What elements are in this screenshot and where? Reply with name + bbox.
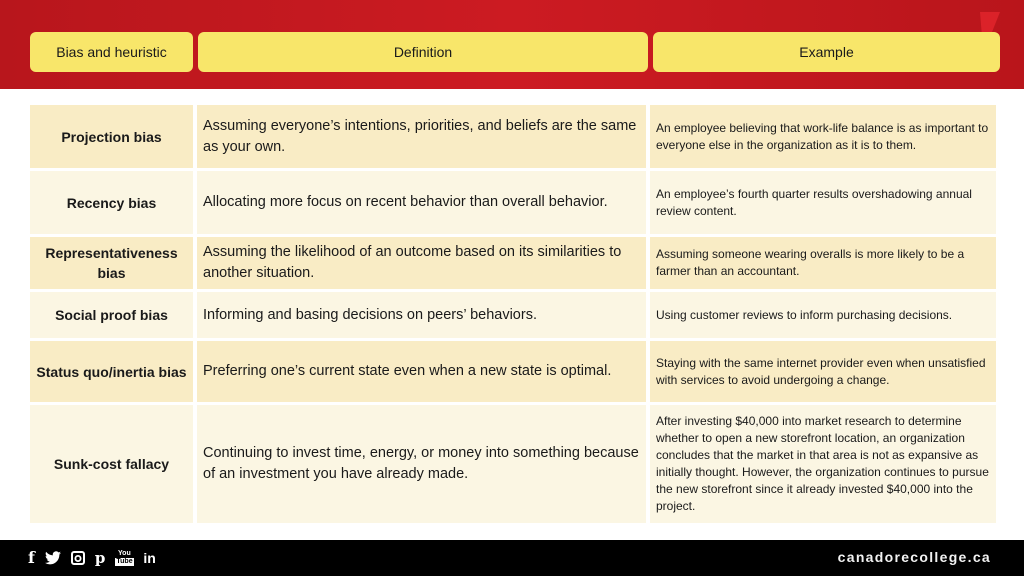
bias-example: An employee believing that work-life balance is as important to everyone else in the organization as it is to them. xyxy=(650,105,996,168)
bias-definition: Preferring one’s current state even when a new state is optimal. xyxy=(197,341,646,402)
bias-name: Recency bias xyxy=(30,171,193,234)
youtube-icon[interactable]: You Tube xyxy=(116,549,133,565)
column-header-example: Example xyxy=(653,32,1000,72)
bias-example: Assuming someone wearing overalls is more likely to be a farmer than an accountant. xyxy=(650,237,996,289)
website-link[interactable]: canadorecollege.ca xyxy=(837,549,991,565)
column-header-definition: Definition xyxy=(198,32,648,72)
footer-bar xyxy=(0,540,1024,576)
header-bar xyxy=(0,0,1024,89)
linkedin-icon[interactable]: in xyxy=(143,549,156,566)
social-links xyxy=(28,548,156,567)
bias-definition: Informing and basing decisions on peers’ behaviors. xyxy=(197,292,646,338)
bias-example: Using customer reviews to inform purchasing decisions. xyxy=(650,292,996,338)
bias-name: Representativeness bias xyxy=(30,237,193,289)
bias-definition: Assuming the likelihood of an outcome based on its similarities to another situation. xyxy=(197,237,646,289)
instagram-icon[interactable] xyxy=(71,551,85,565)
bias-name: Status quo/inertia bias xyxy=(30,341,193,402)
pinterest-icon[interactable]: p xyxy=(94,548,106,567)
facebook-icon[interactable]: f xyxy=(28,548,35,567)
bias-definition: Allocating more focus on recent behavior than overall behavior. xyxy=(197,171,646,234)
column-header-bias: Bias and heuristic xyxy=(30,32,193,72)
twitter-icon[interactable] xyxy=(45,551,61,565)
bias-name: Sunk-cost fallacy xyxy=(30,405,193,523)
bias-example: After investing $40,000 into market research to determine whether to open a new storefront location, an organization concludes that the market in that area is not as expansive as initially thought. However, the organization continues to pursue the new storefront since it already invested $40,000 into the project. xyxy=(650,405,996,523)
bias-example: Staying with the same internet provider even when unsatisfied with services to avoid undergoing a change. xyxy=(650,341,996,402)
bias-definition: Continuing to invest time, energy, or money into something because of an investment you have already made. xyxy=(197,405,646,523)
bias-name: Social proof bias xyxy=(30,292,193,338)
bias-name: Projection bias xyxy=(30,105,193,168)
bias-example: An employee’s fourth quarter results overshadowing annual review content. xyxy=(650,171,996,234)
bias-definition: Assuming everyone’s intentions, priorities, and beliefs are the same as your own. xyxy=(197,105,646,168)
